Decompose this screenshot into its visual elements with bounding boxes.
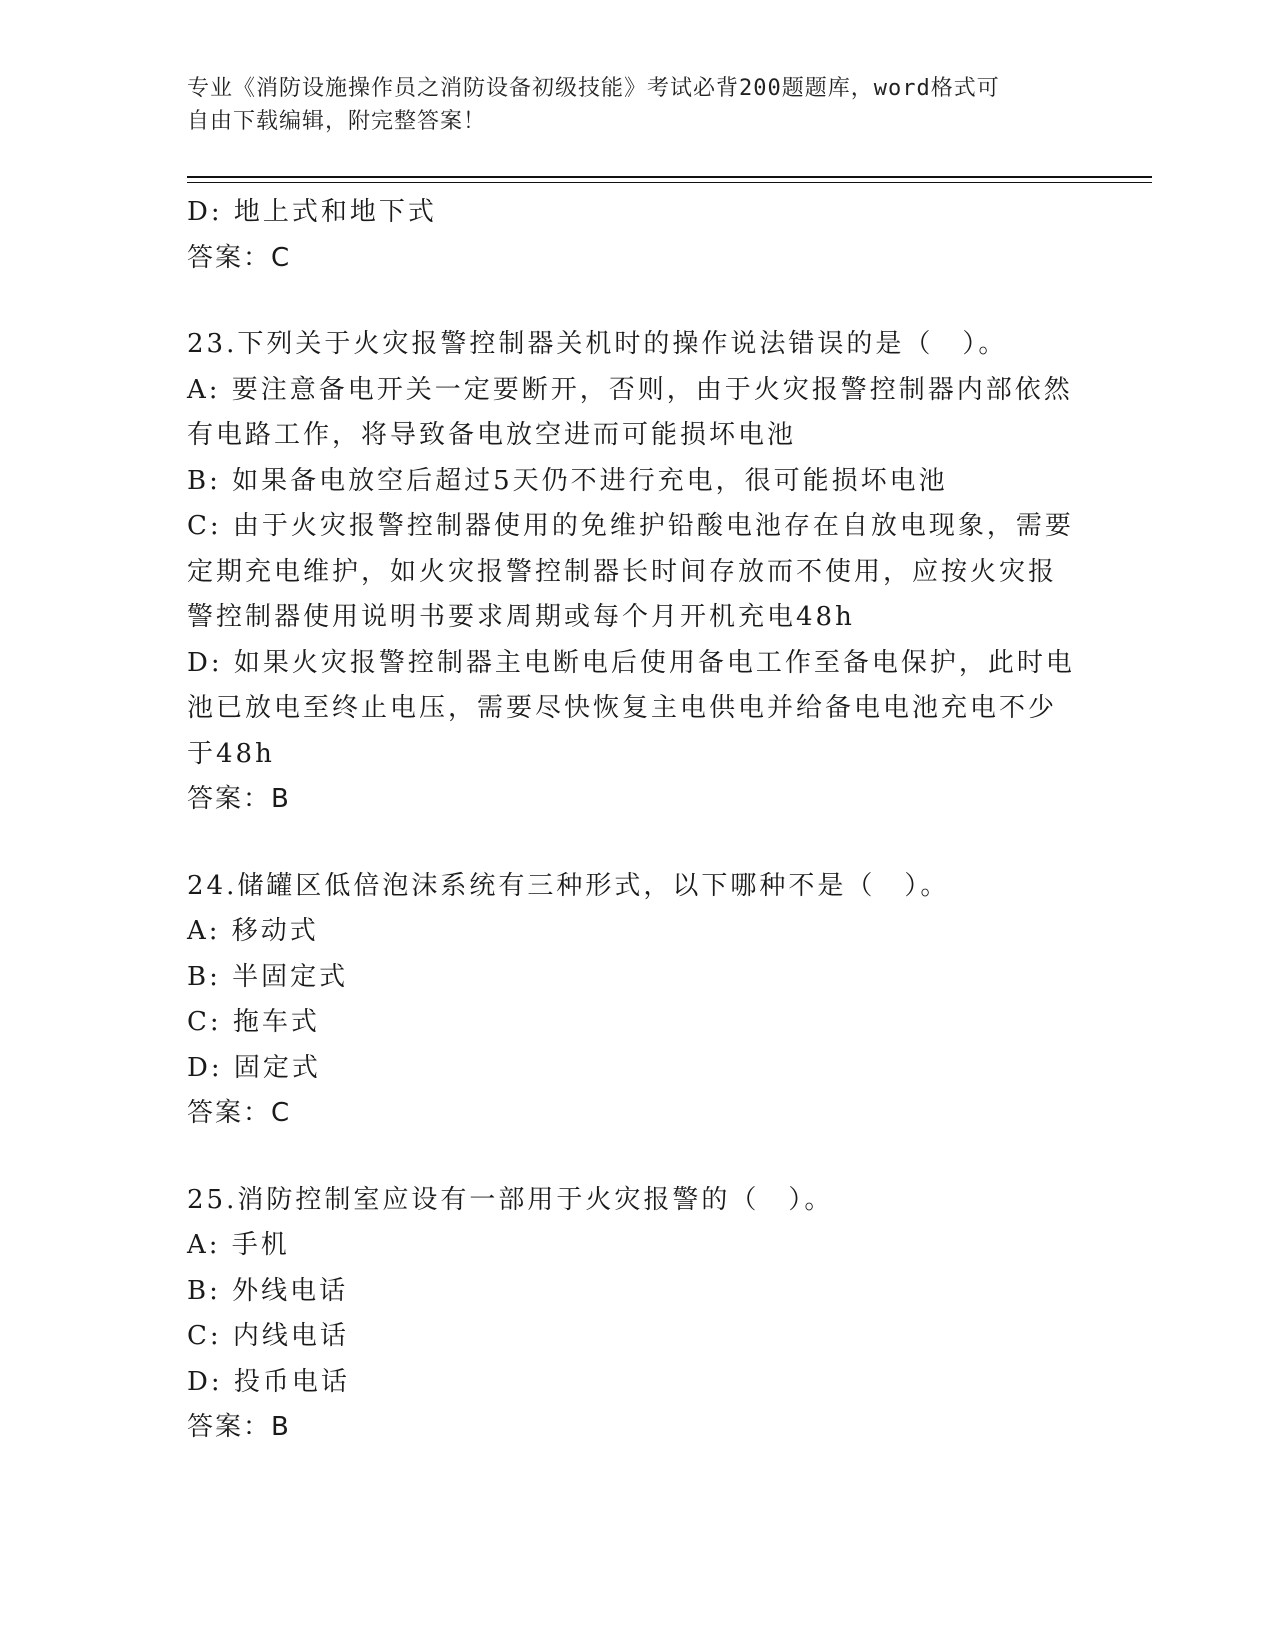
option-b: B: 半固定式	[187, 961, 349, 992]
header-divider-thick	[187, 176, 1152, 178]
option-a-line-2: 有电路工作，将导致备电放空进而可能损坏电池	[187, 420, 797, 450]
option-a: A: 移动式	[187, 916, 319, 946]
header-line-1: 专业《消防设施操作员之消防设备初级技能》考试必背200题题库，word格式可	[187, 76, 1000, 101]
document-header	[187, 72, 1067, 138]
option-d-line-3: 于48h	[187, 738, 275, 769]
question-stem: 25.消防控制室应设有一部用于火灾报警的（ ）。	[187, 1184, 834, 1215]
question-24	[187, 864, 1087, 1137]
option-a: A: 手机	[187, 1230, 290, 1260]
spacer	[187, 823, 1087, 864]
option-c-line-2: 定期充电维护，如火灾报警控制器长时间存放而不使用，应按火灾报	[187, 556, 1058, 587]
question-stem: 23.下列关于火灾报警控制器关机时的操作说法错误的是（ ）。	[187, 329, 1008, 359]
option-c: C: 内线电话	[187, 1321, 349, 1351]
option-a-line-1: A: 要注意备电开关一定要断开，否则，由于火灾报警控制器内部依然	[187, 374, 1073, 405]
answer: 答案：C	[187, 1098, 292, 1128]
carryover-option-d: D: 地上式和地下式	[187, 197, 437, 227]
header-line-2: 自由下载编辑，附完整答案！	[187, 109, 487, 134]
answer: 答案：B	[187, 1412, 291, 1442]
answer: 答案：B	[187, 784, 291, 814]
spacer	[187, 1137, 1087, 1178]
option-d: D: 固定式	[187, 1052, 321, 1083]
option-b: B: 如果备电放空后超过5天仍不进行充电，很可能损坏电池	[187, 465, 948, 496]
option-d: D: 投币电话	[187, 1366, 350, 1397]
option-c-line-3: 警控制器使用说明书要求周期或每个月开机充电48h	[187, 602, 855, 632]
option-c: C: 拖车式	[187, 1007, 320, 1037]
option-b: B: 外线电话	[187, 1275, 349, 1306]
option-c-line-1: C: 由于火灾报警控制器使用的免维护铅酸电池存在自放电现象，需要	[187, 511, 1074, 541]
carryover-answer: 答案：C	[187, 242, 292, 273]
question-23	[187, 322, 1087, 823]
option-d-line-1: D: 如果火灾报警控制器主电断电后使用备电工作至备电保护，此时电	[187, 647, 1075, 678]
question-stem: 24.储罐区低倍泡沫系统有三种形式，以下哪种不是（ ）。	[187, 870, 950, 901]
spacer	[187, 281, 1087, 322]
question-content	[187, 190, 1087, 1451]
header-divider-thin	[187, 182, 1152, 183]
option-d-line-2: 池已放电至终止电压，需要尽快恢复主电供电并给备电电池充电不少	[187, 693, 1058, 723]
question-25	[187, 1178, 1087, 1451]
